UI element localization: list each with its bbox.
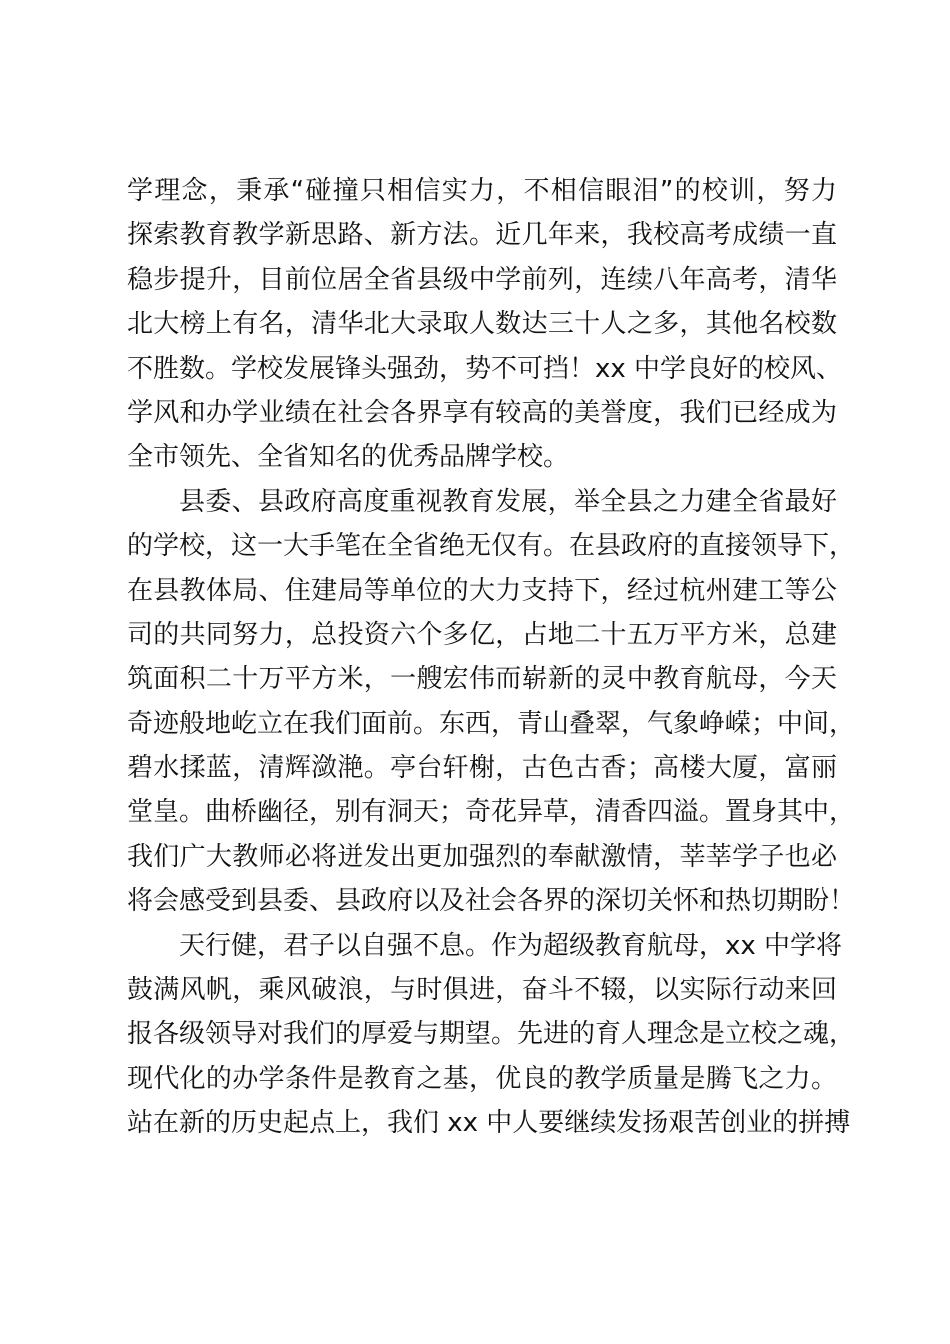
body-text	[127, 169, 856, 1146]
paragraph-line: 不胜数。学校发展锋头强劲，势不可挡！xx 中学良好的校风、	[127, 353, 843, 384]
paragraph-line: 筑面积二十万平方米，一艘宏伟而崭新的灵中教育航母，今天	[127, 664, 837, 695]
paragraph-line: 学风和办学业绩在社会各界享有较高的美誉度，我们已经成为	[127, 397, 837, 428]
paragraph-line: 碧水揉蓝，清辉潋滟。亭台轩榭，古色古香；高楼大厦，富丽	[127, 753, 837, 784]
paragraph-line: 学理念，秉承“碰撞只相信实力，不相信眼泪”的校训，努力	[127, 176, 837, 206]
paragraph-line: 县委、县政府高度重视教育发展，举全县之力建全省最好	[179, 486, 837, 517]
paragraph-line: 在县教体局、住建局等单位的大力支持下，经过杭州建工等公	[127, 575, 837, 606]
paragraph-line: 鼓满风帆，乘风破浪，与时俱进，奋斗不辍，以实际行动来回	[127, 975, 837, 1006]
paragraph-line: 报各级领导对我们的厚爱与期望。先进的育人理念是立校之魂，	[127, 1019, 856, 1050]
paragraph-line: 我们广大教师必将迸发出更加强烈的奉献激情，莘莘学子也必	[127, 841, 837, 872]
paragraph-line: 站在新的历史起点上，我们 xx 中人要继续发扬艰苦创业的拼搏	[127, 1108, 851, 1139]
paragraph-line: 奇迹般地屹立在我们面前。东西，青山叠翠，气象峥嵘；中间，	[127, 708, 856, 739]
paragraph-line: 全市领先、全省知名的优秀品牌学校。	[127, 442, 570, 473]
paragraph-line: 司的共同努力，总投资六个多亿，占地二十五万平方米，总建	[127, 619, 837, 650]
paragraph-line: 将会感受到县委、县政府以及社会各界的深切关怀和热切期盼！	[127, 886, 856, 917]
paragraph-line: 的学校，这一大手笔在全省绝无仅有。在县政府的直接领导下，	[127, 531, 856, 562]
paragraph-line: 现代化的办学条件是教育之基，优良的教学质量是腾飞之力。	[127, 1063, 837, 1094]
paragraph-line: 堂皇。曲桥幽径，别有洞天；奇花异草，清香四溢。置身其中，	[127, 797, 856, 828]
paragraph-line: 探索教育教学新思路、新方法。近几年来，我校高考成绩一直	[127, 220, 837, 251]
paragraph-line: 北大榜上有名，清华北大录取人数达三十人之多，其他名校数	[127, 309, 837, 340]
paragraph-line: 稳步提升，目前位居全省县级中学前列，连续八年高考，清华	[127, 264, 837, 295]
paragraph-line: 天行健，君子以自强不息。作为超级教育航母，xx 中学将	[179, 930, 843, 961]
